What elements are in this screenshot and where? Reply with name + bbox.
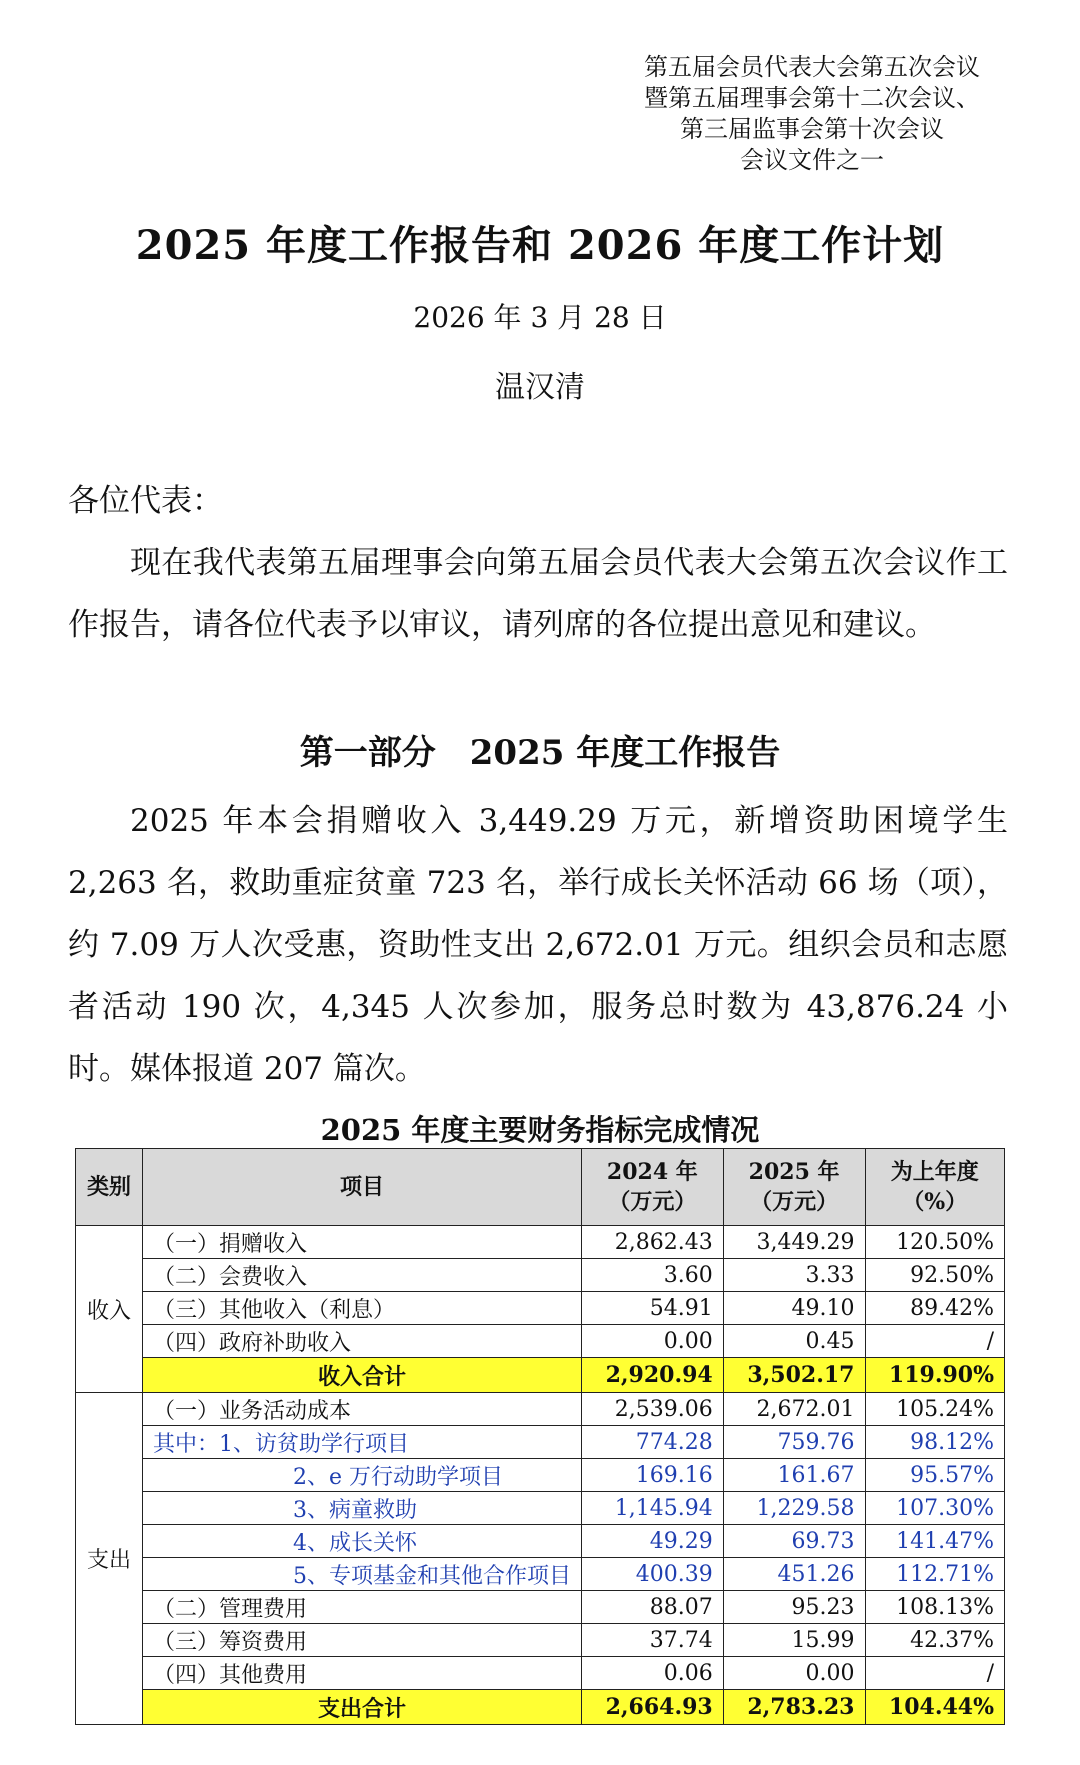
table-row [76, 1525, 1005, 1558]
total-ratio: 119.90% [865, 1358, 1005, 1393]
row-item: （四）其他费用 [143, 1657, 582, 1690]
row-item: 其中：1、访贫助学行项目 [143, 1426, 582, 1459]
meeting-document-note [602, 52, 1022, 176]
row-2024: 774.28 [582, 1426, 724, 1459]
row-item: （一）捐赠收入 [143, 1226, 582, 1259]
row-2025: 1,229.58 [723, 1492, 865, 1525]
row-2025: 95.23 [723, 1591, 865, 1624]
row-2024: 0.06 [582, 1657, 724, 1690]
greeting: 各位代表： [68, 483, 223, 519]
total-2025: 3,502.17 [723, 1358, 865, 1393]
total-item: 支出合计 [143, 1690, 582, 1725]
note-line-1: 第五届会员代表大会第五次会议 [644, 53, 980, 81]
header-ratio-unit: （%） [902, 1189, 968, 1215]
table-row [76, 1426, 1005, 1459]
row-2024: 1,145.94 [582, 1492, 724, 1525]
note-line-4: 会议文件之一 [740, 146, 884, 174]
row-ratio: 105.24% [865, 1393, 1005, 1426]
row-2024: 400.39 [582, 1558, 724, 1591]
row-item: （三）其他收入（利息） [143, 1292, 582, 1325]
row-item: 5、专项基金和其他合作项目 [143, 1558, 582, 1591]
category-expense: 支出 [76, 1393, 143, 1725]
row-ratio: 141.47% [865, 1525, 1005, 1558]
row-2025: 2,672.01 [723, 1393, 865, 1426]
row-2024: 37.74 [582, 1624, 724, 1657]
header-item: 项目 [143, 1149, 582, 1226]
row-2024: 2,862.43 [582, 1226, 724, 1259]
income-total-row [76, 1358, 1005, 1393]
total-item: 收入合计 [143, 1358, 582, 1393]
note-line-3: 第三届监事会第十次会议 [680, 115, 944, 143]
row-2025: 0.45 [723, 1325, 865, 1358]
row-item: （四）政府补助收入 [143, 1325, 582, 1358]
row-2025: 161.67 [723, 1459, 865, 1492]
row-ratio: 108.13% [865, 1591, 1005, 1624]
header-2024-year: 2024 年 [606, 1159, 698, 1185]
row-ratio: / [865, 1325, 1005, 1358]
row-2025: 69.73 [723, 1525, 865, 1558]
row-item: （一）业务活动成本 [143, 1393, 582, 1426]
document-title: 2025 年度工作报告和 2026 年度工作计划 [135, 222, 945, 269]
total-2024: 2,920.94 [582, 1358, 724, 1393]
document-date: 2026 年 3 月 28 日 [413, 301, 667, 334]
table-row [76, 1624, 1005, 1657]
total-2024: 2,664.93 [582, 1690, 724, 1725]
row-2024: 88.07 [582, 1591, 724, 1624]
summary-paragraph: 2025 年本会捐赠收入 3,449.29 万元，新增资助困境学生 2,263 名，救助重症贫童 723 名，举行成长关怀活动 66 场（项），约 7.09 万人次受惠，资助性支出 2,672.01 万元。组织会员和志愿者活动 190 次，4,345 人次参加，服务总时数为 43,876.24 小时。媒体报道 207 篇次。 [68, 803, 1008, 1087]
table-row [76, 1657, 1005, 1690]
row-2024: 0.00 [582, 1325, 724, 1358]
row-2024: 169.16 [582, 1459, 724, 1492]
row-ratio: 107.30% [865, 1492, 1005, 1525]
header-2024-unit: （万元） [608, 1189, 697, 1215]
header-ratio-label: 为上年度 [890, 1159, 979, 1185]
table-header-row [76, 1149, 1005, 1226]
intro-paragraph: 现在我代表第五届理事会向第五届会员代表大会第五次会议作工作报告，请各位代表予以审议，请列席的各位提出意见和建议。 [68, 545, 1008, 643]
table-row [76, 1459, 1005, 1492]
row-2025: 0.00 [723, 1657, 865, 1690]
total-ratio: 104.44% [865, 1690, 1005, 1725]
table-row [76, 1259, 1005, 1292]
header-2024 [582, 1149, 724, 1226]
header-2025-unit: （万元） [750, 1189, 839, 1215]
table-row [76, 1292, 1005, 1325]
row-2025: 759.76 [723, 1426, 865, 1459]
row-2025: 3,449.29 [723, 1226, 865, 1259]
row-item: （三）筹资费用 [143, 1624, 582, 1657]
row-item: 3、病童救助 [143, 1492, 582, 1525]
section-title: 第一部分 2025 年度工作报告 [299, 733, 781, 773]
row-ratio: 89.42% [865, 1292, 1005, 1325]
table-row [76, 1492, 1005, 1525]
table-row [76, 1393, 1005, 1426]
row-item: （二）会费收入 [143, 1259, 582, 1292]
row-item: 4、成长关怀 [143, 1525, 582, 1558]
row-2025: 3.33 [723, 1259, 865, 1292]
table-title: 2025 年度主要财务指标完成情况 [320, 1113, 760, 1147]
row-2025: 451.26 [723, 1558, 865, 1591]
row-2025: 49.10 [723, 1292, 865, 1325]
table-row [76, 1226, 1005, 1259]
document-author: 温汉清 [495, 370, 585, 405]
row-ratio: 42.37% [865, 1624, 1005, 1657]
header-2025-year: 2025 年 [748, 1159, 840, 1185]
expense-total-row [76, 1690, 1005, 1725]
table-row [76, 1591, 1005, 1624]
header-2025 [723, 1149, 865, 1226]
note-line-2: 暨第五届理事会第十二次会议、 [644, 84, 980, 112]
row-ratio: 92.50% [865, 1259, 1005, 1292]
category-income: 收入 [76, 1226, 143, 1393]
table-row [76, 1325, 1005, 1358]
row-2024: 3.60 [582, 1259, 724, 1292]
table-row [76, 1558, 1005, 1591]
row-ratio: 98.12% [865, 1426, 1005, 1459]
row-2024: 49.29 [582, 1525, 724, 1558]
header-ratio [865, 1149, 1005, 1226]
header-category: 类别 [76, 1149, 143, 1226]
row-item: 2、e 万行动助学项目 [143, 1459, 582, 1492]
total-2025: 2,783.23 [723, 1690, 865, 1725]
row-2024: 54.91 [582, 1292, 724, 1325]
row-2024: 2,539.06 [582, 1393, 724, 1426]
row-ratio: / [865, 1657, 1005, 1690]
row-ratio: 112.71% [865, 1558, 1005, 1591]
row-2025: 15.99 [723, 1624, 865, 1657]
row-item: （二）管理费用 [143, 1591, 582, 1624]
financial-indicators-table [75, 1148, 1005, 1725]
row-ratio: 120.50% [865, 1226, 1005, 1259]
row-ratio: 95.57% [865, 1459, 1005, 1492]
